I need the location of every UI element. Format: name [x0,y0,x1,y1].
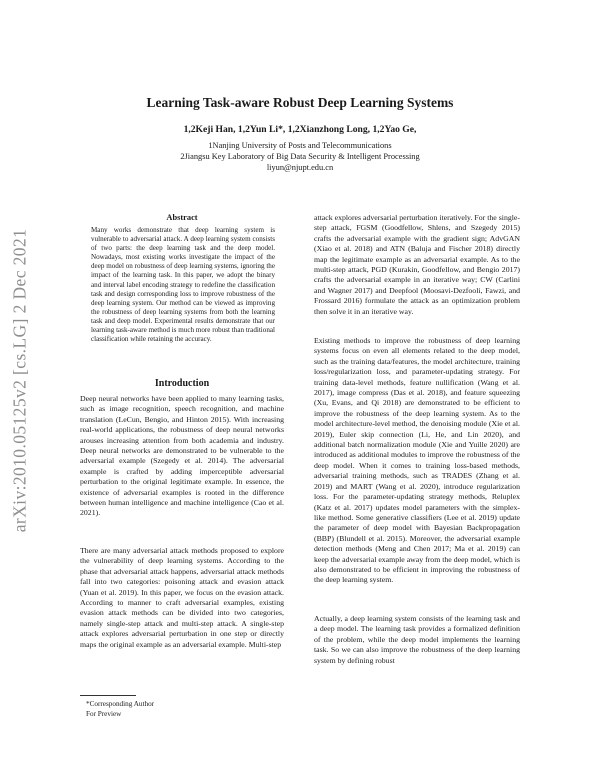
contact-email: liyun@njupt.edu.cn [266,163,334,172]
introduction-heading: Introduction [154,378,210,389]
arxiv-stamp-text: arXiv:2010.05125v2 [cs.LG] 2 Dec 2021 [9,228,30,532]
footnote-corresponding-author: *Corresponding Author [86,700,155,708]
abstract-heading: Abstract [166,213,198,222]
author-list: 1,2Keji Han, 1,2Yun Li*, 1,2Xianzhong Long, 1,2Yao Ge, [183,124,417,135]
body-paragraph: Existing methods to improve the robustness of deep learning systems focus on even all elements related to the deep model, such as the training data/features, the model architecture, training loss/regularization loss, and parameter-updating strategy. For training data-level methods, feature nullification (Wang et al. 2017), image compress (Das et al. 2018), and feature squeezing (Xu, Evans, and Qi 2018) are demonstrated to be efficient to improve the robustness of the deep learning system. As to the model architecture-level method, the denoising module (Xie et al. 2019), Euler skip connection (Li, He, and Lin 2020), and additional batch normalization module (Xie and Yuille 2020) are introduced as additional modules to improve the robustness of the deep model. When it comes to training loss-based methods, adversarial training methods, such as TRADES (Zhang et al. 2019) and MART (Wang et al. 2020), introduce regularization loss. For the parameter-updating strategy methods, Reluplex (Katz et al. 2017) updates model parameters with the simplex-like method. Some generative classifiers (Lee et al. 2019) update the parameter of deep model with Bayesian Backpropagation (BBP) (Blundell et al. 2015). Moreover, the adversarial example detection methods (Meng and Chen 2017; Ma et al. 2019) can keep the adversarial example away from the deep model, which is also demonstrated to be efficient in improving the robustness of the deep learning system. [314,336,520,585]
intro-paragraph: Deep neural networks have been applied to many learning tasks, such as image recognition, speech recognition, and machine translation (LeCun, Bengio, and Hinton 2015). With increasing real-world applications, the robustness of deep neural networks arouses increasing attention from both academia and industry. Deep neural networks are demonstrated to be vulnerable to the adversarial example (Szegedy et al. 2014). The adversarial example is crafted by adding imperceptible adversarial perturbation to the original legitimate example. In essence, the existence of adversarial examples is rooted in the difference between human intelligence and machine intelligence (Cao et al. 2021). [80,394,284,518]
affiliation-1: 1Nanjing University of Posts and Telecommunications [208,141,392,150]
affiliation-2: 2Jiangsu Key Laboratory of Big Data Security & Intelligent Processing [180,152,420,161]
body-paragraph: attack explores adversarial perturbation iteratively. For the single-step attack, FGSM (Goodfellow, Shlens, and Szegedy 2015) crafts the adversarial example with the gradient sign; AdvGAN (Xiao et al. 2018) and ATN (Baluja and Fischer 2018) directly map the legitimate example as an adversarial example. As to the multi-step attack, PGD (Kurakin, Goodfellow, and Bengio 2017) crafts the adversarial example in an iterative way; CW (Carlini and Wagner 2017) and Deepfool (Moosavi-Dezfooli, Fawzi, and Frossard 2016) formulate the attack as an optimization problem then solve it in an iterative way. [314,213,520,316]
intro-paragraph: There are many adversarial attack methods proposed to explore the vulnerability of deep learning systems. According to the phase that adversarial attack happens, adversarial attack methods fall into two categories: poisoning attack and evasion attack (Yuan et al. 2019). In this paper, we focus on the evasion attack. According to manner to craft adversarial examples, existing evasion attack methods can be divided into two categories, namely single-step attack and multi-step attack. A single-step attack explores adversarial perturbation in one step or directly maps the original example as an adversarial example. Multi-step [80,546,284,649]
abstract-body: Many works demonstrate that deep learning system is vulnerable to adversarial attack. A deep learning system consists of two parts: the deep learning task and the deep model. Nowadays, most existing works investigate the impact of the deep model on robustness of deep learning systems, ignoring the impact of the learning task. In this paper, we adopt the binary and interval label encoding strategy to redefine the classification task and design corresponding loss to improve robustness of the deep learning system. Our method can be viewed as improving the robustness of deep learning systems from both the learning task and deep model. Experimental results demonstrate that our learning task-aware method is much more robust than traditional classification while retaining the accuracy. [91,226,275,344]
arxiv-identifier-stamp [4,190,36,570]
footnote-divider [80,695,136,696]
footnote-preview: For Preview [86,710,122,718]
paper-title: Learning Task-aware Robust Deep Learning Systems [146,95,454,110]
body-paragraph: Actually, a deep learning system consists of the learning task and a deep model. The learning task provides a formalized definition of the problem, while the deep model implements the learning task. So we can also improve the robustness of the deep learning system by defining robust [314,614,520,665]
